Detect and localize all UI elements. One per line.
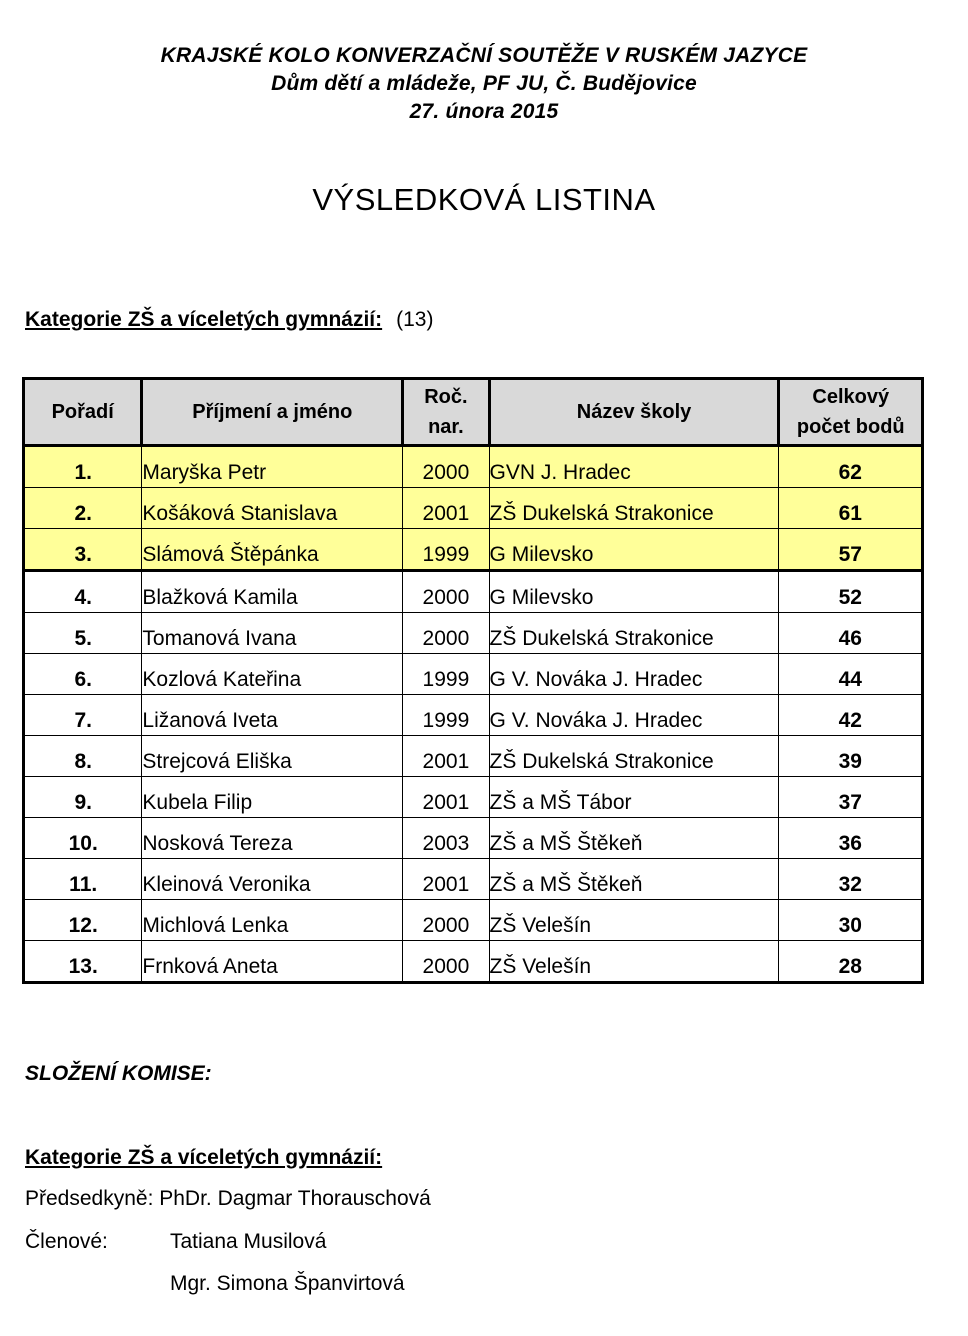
member-name: Mgr. Simona Španvirtová	[170, 1272, 405, 1295]
document-header	[0, 42, 968, 126]
year-cell: 2003	[403, 818, 489, 859]
table-row	[24, 736, 923, 777]
name-cell: Ližanová Iveta	[142, 695, 403, 736]
year-cell: 2000	[403, 571, 489, 613]
table-row	[24, 571, 923, 613]
score-cell: 62	[779, 446, 923, 488]
name-cell: Strejcová Eliška	[142, 736, 403, 777]
year-cell: 2001	[403, 859, 489, 900]
year-cell: 1999	[403, 695, 489, 736]
school-cell: ZŠ a MŠ Štěkeň	[489, 859, 779, 900]
rank-cell: 11.	[24, 859, 142, 900]
table-row	[24, 529, 923, 571]
school-cell: ZŠ Dukelská Strakonice	[489, 488, 779, 529]
table-row	[24, 446, 923, 488]
commission-chair: Předsedkyně: PhDr. Dagmar Thorauschová	[25, 1187, 431, 1210]
name-cell: Slámová Štěpánka	[142, 529, 403, 571]
school-cell: G Milevsko	[489, 571, 779, 613]
name-cell: Kozlová Kateřina	[142, 654, 403, 695]
year-cell: 1999	[403, 654, 489, 695]
score-cell: 32	[779, 859, 923, 900]
year-cell: 2000	[403, 613, 489, 654]
category-label: Kategorie ZŠ a víceletých gymnázií:	[25, 308, 383, 331]
header-year-line2: nar.	[428, 416, 464, 438]
members-label: Členové:	[25, 1230, 108, 1253]
year-cell: 2001	[403, 736, 489, 777]
score-cell: 28	[779, 941, 923, 983]
rank-cell: 5.	[24, 613, 142, 654]
table-row	[24, 900, 923, 941]
score-cell: 52	[779, 571, 923, 613]
table-header-row	[24, 379, 923, 446]
name-cell: Blažková Kamila	[142, 571, 403, 613]
table-row	[24, 695, 923, 736]
name-cell: Kleinová Veronika	[142, 859, 403, 900]
school-cell: G V. Nováka J. Hradec	[489, 654, 779, 695]
header-score-line1: Celkový	[812, 386, 890, 408]
commission-title: SLOŽENÍ KOMISE:	[25, 1062, 212, 1085]
name-cell: Nosková Tereza	[142, 818, 403, 859]
name-cell: Maryška Petr	[142, 446, 403, 488]
school-cell: ZŠ Dukelská Strakonice	[489, 613, 779, 654]
header-name: Příjmení a jméno	[142, 379, 403, 446]
school-cell: ZŠ Dukelská Strakonice	[489, 736, 779, 777]
rank-cell: 6.	[24, 654, 142, 695]
table-row	[24, 818, 923, 859]
score-cell: 36	[779, 818, 923, 859]
header-score-line2: počet bodů	[796, 416, 905, 438]
rank-cell: 13.	[24, 941, 142, 983]
year-cell: 1999	[403, 529, 489, 571]
table-row	[24, 613, 923, 654]
score-cell: 46	[779, 613, 923, 654]
year-cell: 2000	[403, 446, 489, 488]
table-row	[24, 941, 923, 983]
results-title: VÝSLEDKOVÁ LISTINA	[312, 182, 656, 217]
date: 27. února 2015	[409, 100, 559, 123]
name-cell: Kubela Filip	[142, 777, 403, 818]
school-cell: ZŠ a MŠ Tábor	[489, 777, 779, 818]
table-row	[24, 777, 923, 818]
header-score	[779, 379, 923, 446]
name-cell: Michlová Lenka	[142, 900, 403, 941]
rank-cell: 10.	[24, 818, 142, 859]
year-cell: 2001	[403, 488, 489, 529]
rank-cell: 1.	[24, 446, 142, 488]
rank-cell: 4.	[24, 571, 142, 613]
rank-cell: 8.	[24, 736, 142, 777]
year-cell: 2000	[403, 900, 489, 941]
member-name: Tatiana Musilová	[170, 1230, 327, 1253]
year-cell: 2001	[403, 777, 489, 818]
name-cell: Košáková Stanislava	[142, 488, 403, 529]
rank-cell: 3.	[24, 529, 142, 571]
year-cell: 2000	[403, 941, 489, 983]
header-year-line1: Roč.	[424, 386, 468, 408]
name-cell: Frnková Aneta	[142, 941, 403, 983]
rank-cell: 7.	[24, 695, 142, 736]
name-cell: Tomanová Ivana	[142, 613, 403, 654]
category-count: (13)	[396, 308, 434, 331]
school-cell: GVN J. Hradec	[489, 446, 779, 488]
venue: Dům dětí a mládeže, PF JU, Č. Budějovice	[271, 72, 697, 95]
category-heading	[25, 308, 433, 332]
table-row	[24, 654, 923, 695]
competition-title: KRAJSKÉ KOLO KONVERZAČNÍ SOUTĚŽE V RUSKÉM JAZYCE	[160, 44, 808, 67]
rank-cell: 12.	[24, 900, 142, 941]
score-cell: 57	[779, 529, 923, 571]
header-rank: Pořadí	[24, 379, 142, 446]
header-school: Název školy	[489, 379, 779, 446]
rank-cell: 9.	[24, 777, 142, 818]
score-cell: 37	[779, 777, 923, 818]
rank-cell: 2.	[24, 488, 142, 529]
school-cell: G Milevsko	[489, 529, 779, 571]
score-cell: 42	[779, 695, 923, 736]
table-row	[24, 859, 923, 900]
commission-category: Kategorie ZŠ a víceletých gymnázií:	[25, 1146, 383, 1169]
school-cell: ZŠ a MŠ Štěkeň	[489, 818, 779, 859]
results-table	[22, 377, 924, 984]
score-cell: 30	[779, 900, 923, 941]
score-cell: 39	[779, 736, 923, 777]
school-cell: G V. Nováka J. Hradec	[489, 695, 779, 736]
school-cell: ZŠ Velešín	[489, 941, 779, 983]
score-cell: 61	[779, 488, 923, 529]
header-year	[403, 379, 489, 446]
school-cell: ZŠ Velešín	[489, 900, 779, 941]
table-row	[24, 488, 923, 529]
score-cell: 44	[779, 654, 923, 695]
